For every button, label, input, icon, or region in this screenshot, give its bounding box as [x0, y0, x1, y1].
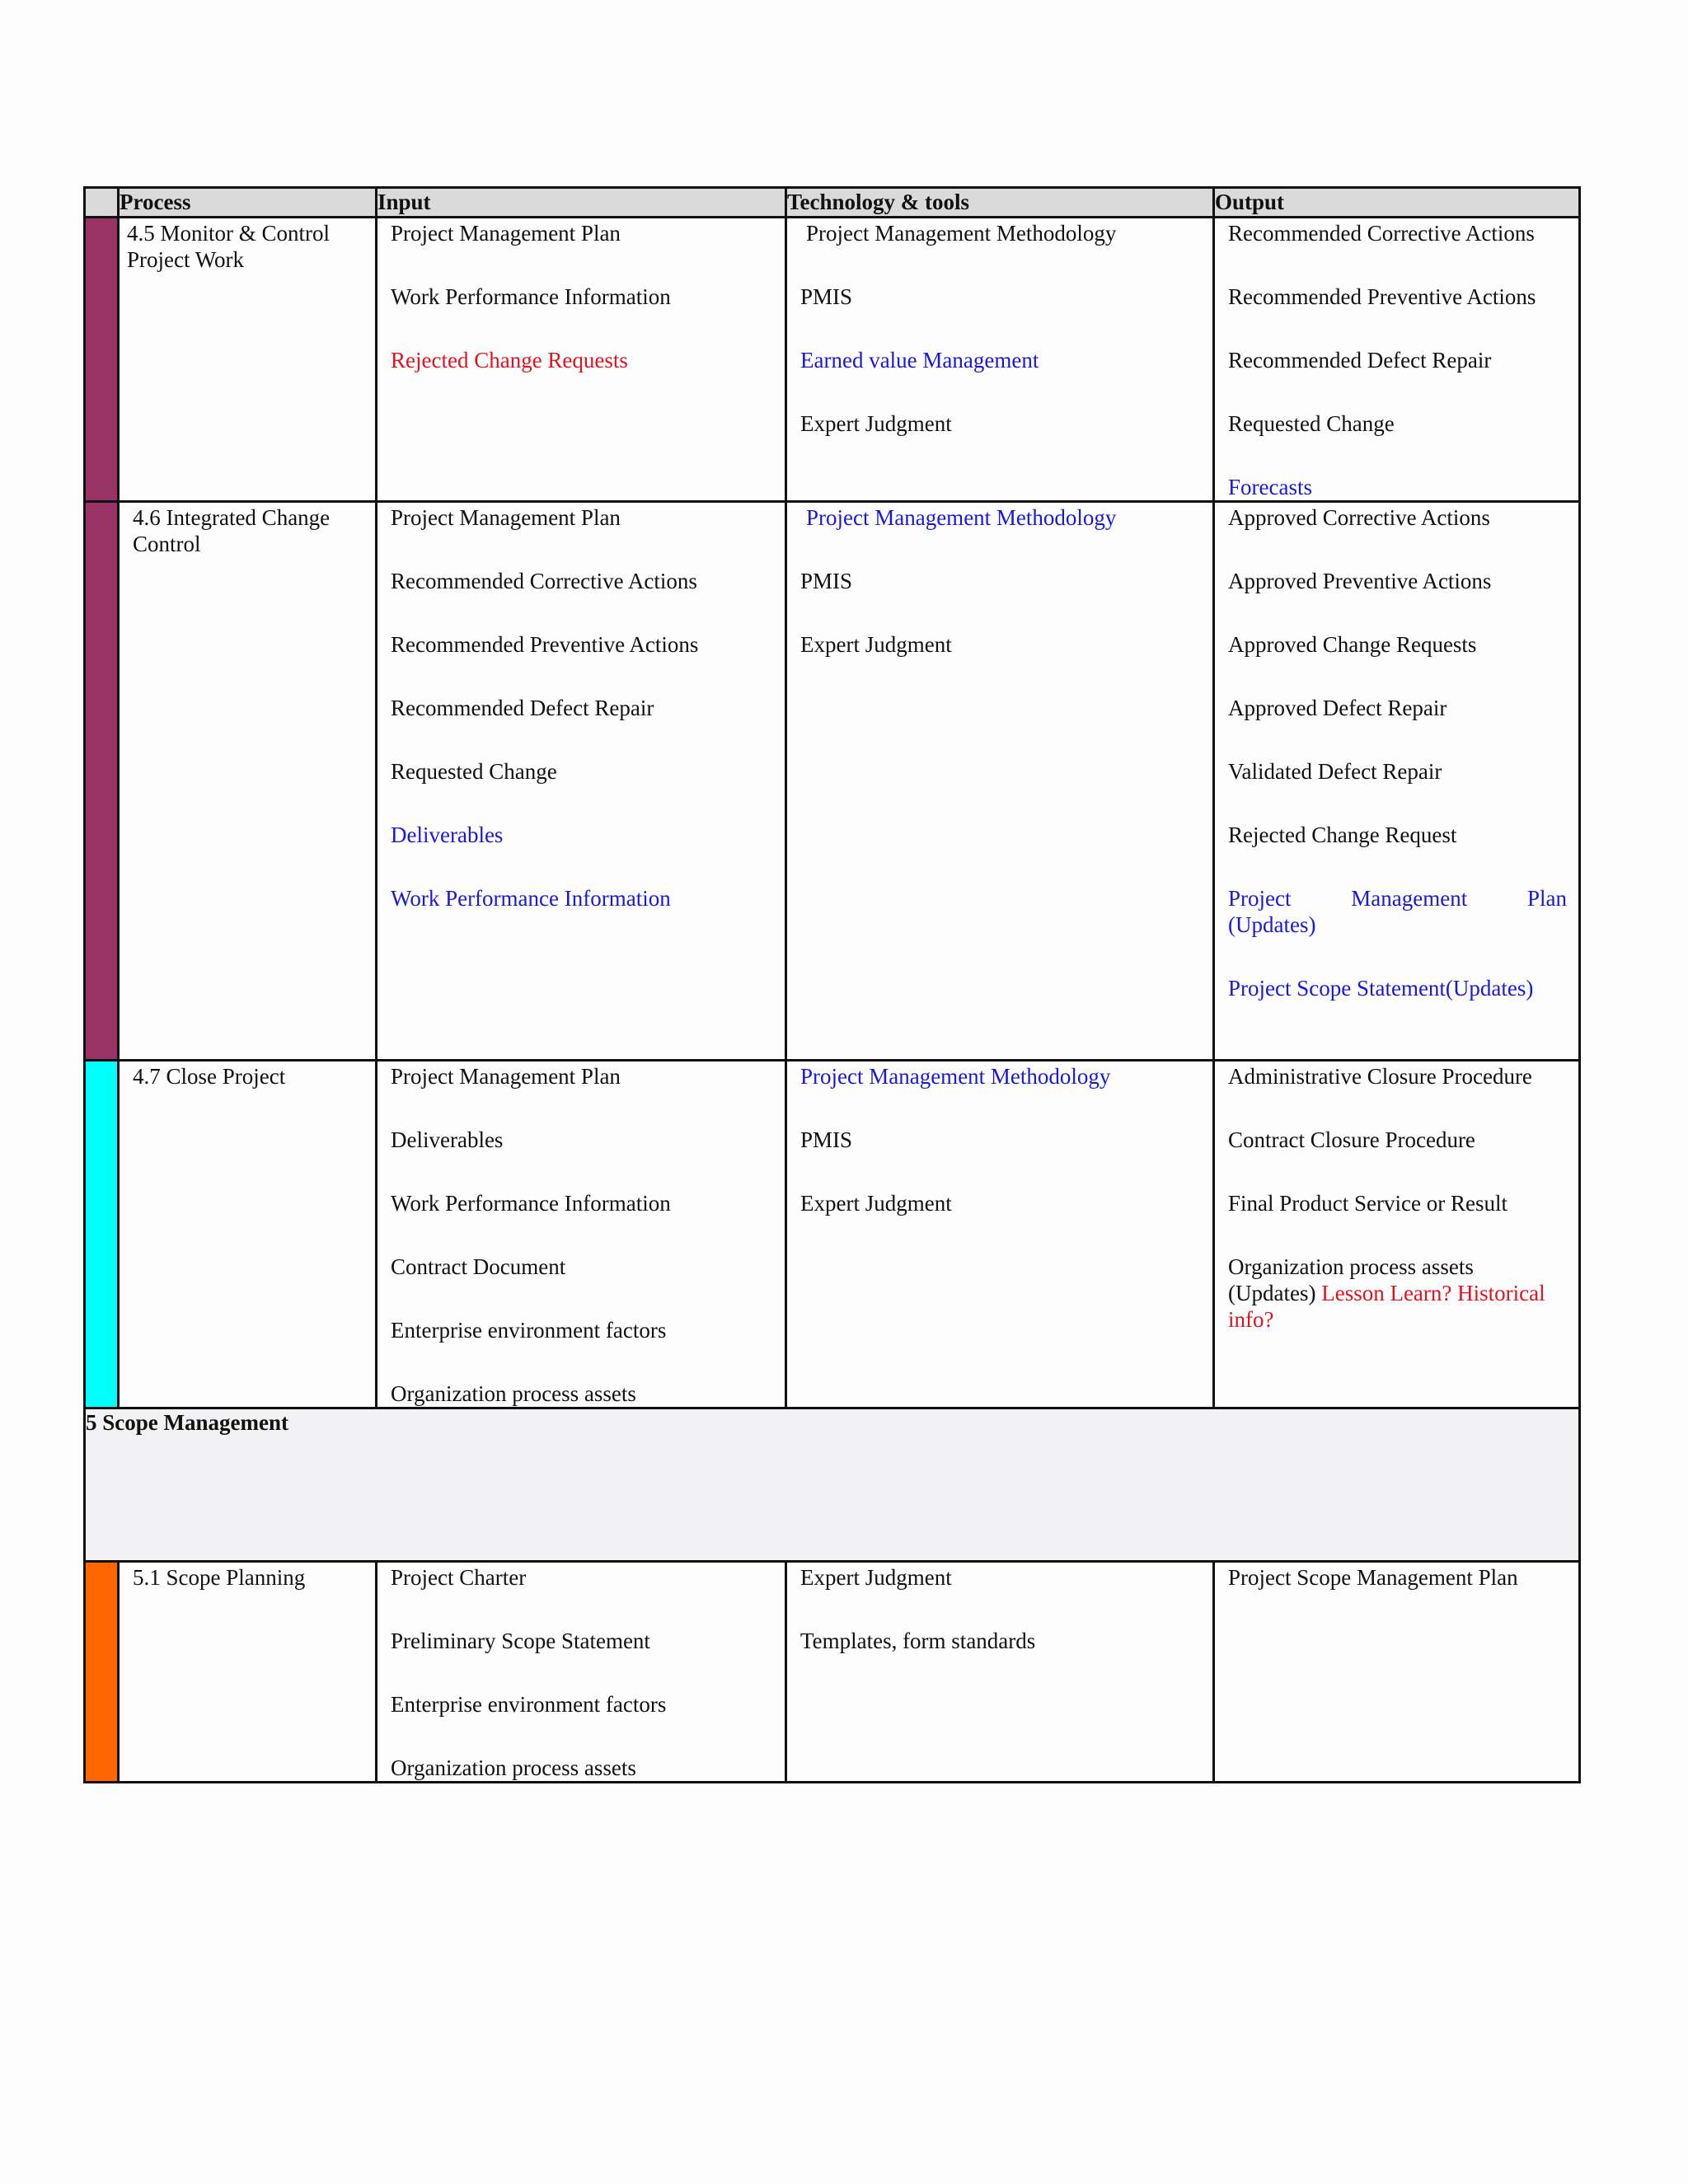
output-item-opa-updates — [1228, 1254, 1567, 1333]
process-cell — [119, 1562, 377, 1783]
output-item: Administrative Closure Procedure — [1228, 1064, 1532, 1089]
tech-cell — [786, 1061, 1214, 1408]
output-cell — [1214, 1562, 1580, 1783]
input-item: Project Management Plan — [391, 505, 621, 530]
tech-cell — [786, 218, 1214, 502]
pmp-word: Project — [1228, 886, 1292, 911]
output-item: Project Scope Management Plan — [1228, 1565, 1518, 1590]
section-heading: 5 Scope Management — [85, 1408, 1580, 1562]
color-bar — [85, 218, 119, 502]
table-row — [85, 1061, 1580, 1408]
opa-line1: Organization process assets — [1228, 1254, 1474, 1279]
color-bar — [85, 502, 119, 1061]
table-row — [85, 218, 1580, 502]
output-item: Rejected Change Request — [1228, 823, 1457, 847]
output-cell — [1214, 502, 1580, 1061]
input-item: Recommended Corrective Actions — [391, 569, 697, 593]
input-cell — [377, 1061, 786, 1408]
color-bar — [85, 1562, 119, 1783]
tech-item: Expert Judgment — [800, 632, 952, 657]
output-item: Recommended Corrective Actions — [1228, 221, 1535, 246]
process-name: 4.7 Close Project — [133, 1064, 286, 1089]
tech-item: PMIS — [800, 1127, 853, 1152]
output-item: Forecasts — [1228, 475, 1312, 499]
table-header-row — [85, 188, 1580, 218]
tech-item: PMIS — [800, 569, 853, 593]
header-output: Output — [1214, 188, 1580, 218]
input-item: Enterprise environment factors — [391, 1318, 667, 1343]
table-row — [85, 502, 1580, 1061]
opa-note: Lesson Learn? Historical info? — [1228, 1281, 1545, 1332]
input-item: Contract Document — [391, 1254, 566, 1279]
output-cell — [1214, 218, 1580, 502]
process-name: 4.5 Monitor & Control Project Work — [127, 221, 331, 272]
process-name: 5.1 Scope Planning — [133, 1565, 306, 1590]
header-tech: Technology & tools — [786, 188, 1214, 218]
input-item: Work Performance Information — [391, 886, 671, 911]
input-item: Work Performance Information — [391, 284, 671, 309]
tech-item: Earned value Management — [800, 348, 1039, 373]
output-item: Project Scope Statement(Updates) — [1228, 976, 1534, 1001]
tech-cell — [786, 502, 1214, 1061]
output-item: Recommended Defect Repair — [1228, 348, 1492, 373]
tech-item: PMIS — [800, 284, 853, 309]
output-item: Approved Preventive Actions — [1228, 569, 1492, 593]
input-item: Organization process assets — [391, 1381, 636, 1406]
input-cell — [377, 218, 786, 502]
tech-item: Expert Judgment — [800, 1191, 952, 1216]
input-cell — [377, 502, 786, 1061]
input-cell — [377, 1562, 786, 1783]
process-table — [83, 186, 1581, 1783]
tech-item: Templates, form standards — [800, 1629, 1036, 1653]
input-item: Recommended Defect Repair — [391, 696, 654, 720]
input-item: Deliverables — [391, 1127, 504, 1152]
output-item: Approved Change Requests — [1228, 632, 1477, 657]
input-item: Project Management Plan — [391, 1064, 621, 1089]
output-item: Validated Defect Repair — [1228, 759, 1442, 784]
input-item: Enterprise environment factors — [391, 1692, 667, 1717]
color-bar — [85, 1061, 119, 1408]
process-cell — [119, 1061, 377, 1408]
input-item: Preliminary Scope Statement — [391, 1629, 650, 1653]
output-item: Approved Defect Repair — [1228, 696, 1447, 720]
input-item: Rejected Change Requests — [391, 348, 628, 373]
process-cell — [119, 502, 377, 1061]
tech-item: Expert Judgment — [800, 411, 952, 436]
header-input: Input — [377, 188, 786, 218]
tech-item: Project Management Methodology — [806, 505, 1117, 530]
input-item: Project Management Plan — [391, 221, 621, 246]
input-item: Project Charter — [391, 1565, 527, 1590]
pmp-tail: (Updates) — [1228, 912, 1316, 937]
output-item: Final Product Service or Result — [1228, 1191, 1507, 1216]
output-cell — [1214, 1061, 1580, 1408]
tech-item: Expert Judgment — [800, 1565, 952, 1590]
tech-item: Project Management Methodology — [806, 221, 1117, 246]
section-row — [85, 1408, 1580, 1562]
input-item: Organization process assets — [391, 1755, 636, 1780]
process-name: 4.6 Integrated Change Control — [133, 505, 331, 556]
table-row — [85, 1562, 1580, 1783]
input-item: Deliverables — [391, 823, 504, 847]
output-item: Recommended Preventive Actions — [1228, 284, 1536, 309]
pmp-word: Management — [1351, 886, 1468, 911]
header-process: Process — [119, 188, 377, 218]
pmp-word: Plan — [1526, 886, 1567, 911]
output-item: Requested Change — [1228, 411, 1395, 436]
header-bar-cell — [85, 188, 119, 218]
input-item: Recommended Preventive Actions — [391, 632, 699, 657]
process-cell — [119, 218, 377, 502]
opa-line2: (Updates) — [1228, 1281, 1322, 1305]
input-item: Requested Change — [391, 759, 557, 784]
output-item-pmp-updates — [1228, 885, 1567, 938]
output-item: Approved Corrective Actions — [1228, 505, 1490, 530]
input-item: Work Performance Information — [391, 1191, 671, 1216]
tech-cell — [786, 1562, 1214, 1783]
tech-item: Project Management Methodology — [800, 1064, 1111, 1089]
output-item: Contract Closure Procedure — [1228, 1127, 1475, 1152]
